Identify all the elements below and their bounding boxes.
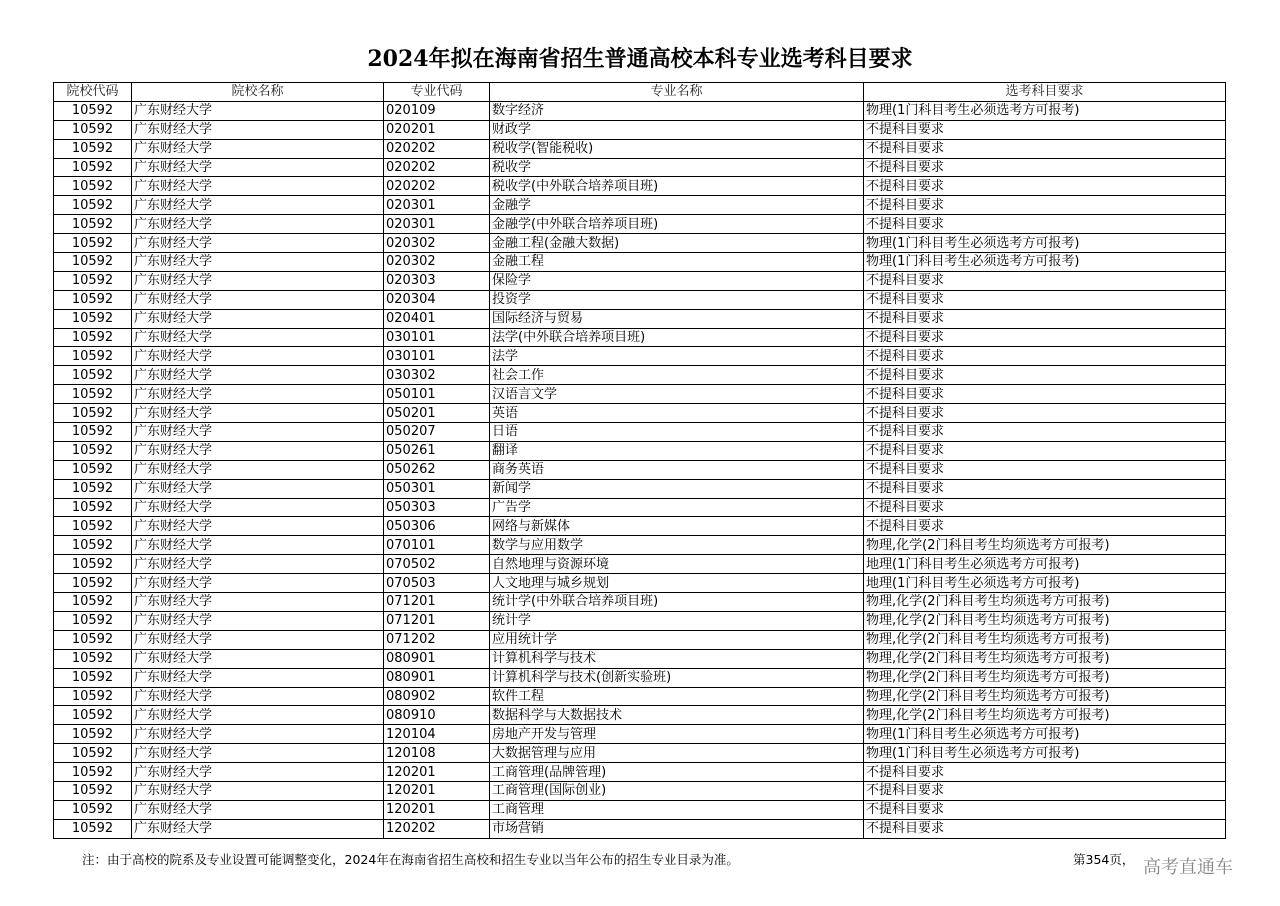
cell-major-code: 070101	[384, 536, 490, 555]
cell-subject-requirement: 不提科目要求	[864, 460, 1226, 479]
cell-school-name: 广东财经大学	[132, 517, 384, 536]
cell-school-code: 10592	[54, 593, 132, 612]
cell-major-name: 金融工程(金融大数据)	[490, 234, 864, 253]
cell-subject-requirement: 物理,化学(2门科目考生均须选考方可报考)	[864, 536, 1226, 555]
cell-school-code: 10592	[54, 611, 132, 630]
cell-school-code: 10592	[54, 763, 132, 782]
cell-subject-requirement: 不提科目要求	[864, 404, 1226, 423]
cell-school-name: 广东财经大学	[132, 196, 384, 215]
cell-school-name: 广东财经大学	[132, 611, 384, 630]
cell-school-name: 广东财经大学	[132, 347, 384, 366]
cell-school-name: 广东财经大学	[132, 763, 384, 782]
cell-major-name: 汉语言文学	[490, 385, 864, 404]
table-row	[54, 555, 1226, 574]
cell-school-code: 10592	[54, 630, 132, 649]
cell-major-name: 房地产开发与管理	[490, 725, 864, 744]
table-row	[54, 725, 1226, 744]
cell-major-name: 数字经济	[490, 101, 864, 120]
cell-subject-requirement: 物理,化学(2门科目考生均须选考方可报考)	[864, 668, 1226, 687]
table-row	[54, 517, 1226, 536]
cell-school-code: 10592	[54, 668, 132, 687]
cell-major-code: 030302	[384, 366, 490, 385]
cell-major-name: 财政学	[490, 120, 864, 139]
cell-school-name: 广东财经大学	[132, 441, 384, 460]
cell-major-code: 020202	[384, 158, 490, 177]
cell-school-code: 10592	[54, 460, 132, 479]
cell-major-code: 080902	[384, 687, 490, 706]
table-row	[54, 253, 1226, 272]
table-row	[54, 593, 1226, 612]
cell-subject-requirement: 不提科目要求	[864, 366, 1226, 385]
cell-school-code: 10592	[54, 290, 132, 309]
cell-subject-requirement: 地理(1门科目考生必须选考方可报考)	[864, 574, 1226, 593]
cell-school-name: 广东财经大学	[132, 328, 384, 347]
cell-school-name: 广东财经大学	[132, 649, 384, 668]
cell-subject-requirement: 不提科目要求	[864, 309, 1226, 328]
cell-school-code: 10592	[54, 309, 132, 328]
table-row	[54, 158, 1226, 177]
cell-school-code: 10592	[54, 555, 132, 574]
watermark: 高考直通车	[1143, 857, 1233, 878]
cell-subject-requirement: 不提科目要求	[864, 271, 1226, 290]
cell-major-name: 市场营销	[490, 819, 864, 838]
table-row	[54, 328, 1226, 347]
cell-school-code: 10592	[54, 158, 132, 177]
cell-subject-requirement: 不提科目要求	[864, 763, 1226, 782]
cell-major-code: 050101	[384, 385, 490, 404]
cell-major-name: 软件工程	[490, 687, 864, 706]
cell-major-name: 投资学	[490, 290, 864, 309]
cell-subject-requirement: 不提科目要求	[864, 441, 1226, 460]
cell-school-code: 10592	[54, 536, 132, 555]
cell-subject-requirement: 物理(1门科目考生必须选考方可报考)	[864, 234, 1226, 253]
cell-major-name: 税收学	[490, 158, 864, 177]
table-row	[54, 781, 1226, 800]
cell-major-code: 080901	[384, 668, 490, 687]
cell-school-name: 广东财经大学	[132, 158, 384, 177]
cell-subject-requirement: 不提科目要求	[864, 177, 1226, 196]
table-row	[54, 649, 1226, 668]
table-row	[54, 744, 1226, 763]
cell-subject-requirement: 物理,化学(2门科目考生均须选考方可报考)	[864, 706, 1226, 725]
table-row	[54, 404, 1226, 423]
cell-major-code: 070502	[384, 555, 490, 574]
cell-major-name: 计算机科学与技术(创新实验班)	[490, 668, 864, 687]
cell-school-name: 广东财经大学	[132, 215, 384, 234]
cell-school-code: 10592	[54, 215, 132, 234]
cell-major-name: 广告学	[490, 498, 864, 517]
table-row	[54, 630, 1226, 649]
cell-subject-requirement: 不提科目要求	[864, 517, 1226, 536]
page-title: 2024年拟在海南省招生普通高校本科专业选考科目要求	[367, 46, 913, 72]
cell-school-code: 10592	[54, 120, 132, 139]
cell-school-code: 10592	[54, 404, 132, 423]
cell-major-code: 020202	[384, 177, 490, 196]
cell-major-name: 金融工程	[490, 253, 864, 272]
cell-school-name: 广东财经大学	[132, 404, 384, 423]
cell-major-code: 120201	[384, 781, 490, 800]
cell-school-name: 广东财经大学	[132, 271, 384, 290]
cell-major-name: 英语	[490, 404, 864, 423]
cell-subject-requirement: 物理,化学(2门科目考生均须选考方可报考)	[864, 611, 1226, 630]
cell-major-code: 020401	[384, 309, 490, 328]
table-row	[54, 423, 1226, 442]
table-row	[54, 215, 1226, 234]
cell-school-name: 广东财经大学	[132, 555, 384, 574]
cell-major-name: 工商管理(品牌管理)	[490, 763, 864, 782]
cell-school-name: 广东财经大学	[132, 668, 384, 687]
cell-subject-requirement: 物理(1门科目考生必须选考方可报考)	[864, 725, 1226, 744]
cell-school-code: 10592	[54, 725, 132, 744]
cell-school-name: 广东财经大学	[132, 800, 384, 819]
cell-major-name: 工商管理	[490, 800, 864, 819]
cell-school-code: 10592	[54, 819, 132, 838]
header-major-name: 专业名称	[490, 83, 864, 102]
cell-school-code: 10592	[54, 744, 132, 763]
cell-major-name: 法学	[490, 347, 864, 366]
table-row	[54, 441, 1226, 460]
cell-subject-requirement: 物理(1门科目考生必须选考方可报考)	[864, 253, 1226, 272]
header-major-code: 专业代码	[384, 83, 490, 102]
cell-major-name: 保险学	[490, 271, 864, 290]
cell-school-code: 10592	[54, 441, 132, 460]
cell-major-name: 金融学(中外联合培养项目班)	[490, 215, 864, 234]
cell-school-name: 广东财经大学	[132, 139, 384, 158]
cell-school-code: 10592	[54, 101, 132, 120]
cell-school-code: 10592	[54, 234, 132, 253]
cell-school-code: 10592	[54, 366, 132, 385]
cell-school-name: 广东财经大学	[132, 479, 384, 498]
table-row	[54, 196, 1226, 215]
cell-subject-requirement: 不提科目要求	[864, 196, 1226, 215]
cell-school-code: 10592	[54, 385, 132, 404]
cell-major-name: 日语	[490, 423, 864, 442]
cell-major-name: 应用统计学	[490, 630, 864, 649]
cell-major-name: 社会工作	[490, 366, 864, 385]
cell-subject-requirement: 地理(1门科目考生必须选考方可报考)	[864, 555, 1226, 574]
cell-subject-requirement: 物理,化学(2门科目考生均须选考方可报考)	[864, 687, 1226, 706]
cell-subject-requirement: 不提科目要求	[864, 423, 1226, 442]
cell-school-name: 广东财经大学	[132, 819, 384, 838]
table-row	[54, 309, 1226, 328]
table-header-row	[54, 83, 1226, 102]
cell-school-name: 广东财经大学	[132, 120, 384, 139]
cell-school-code: 10592	[54, 517, 132, 536]
cell-school-code: 10592	[54, 177, 132, 196]
cell-subject-requirement: 不提科目要求	[864, 781, 1226, 800]
cell-major-name: 自然地理与资源环境	[490, 555, 864, 574]
cell-school-code: 10592	[54, 800, 132, 819]
cell-major-name: 工商管理(国际创业)	[490, 781, 864, 800]
cell-school-name: 广东财经大学	[132, 687, 384, 706]
cell-school-code: 10592	[54, 139, 132, 158]
cell-school-code: 10592	[54, 649, 132, 668]
cell-major-code: 020202	[384, 139, 490, 158]
table-row	[54, 479, 1226, 498]
cell-school-name: 广东财经大学	[132, 630, 384, 649]
cell-school-name: 广东财经大学	[132, 706, 384, 725]
table-row	[54, 819, 1226, 838]
table-row	[54, 763, 1226, 782]
cell-major-name: 翻译	[490, 441, 864, 460]
cell-subject-requirement: 不提科目要求	[864, 479, 1226, 498]
cell-subject-requirement: 物理,化学(2门科目考生均须选考方可报考)	[864, 593, 1226, 612]
cell-school-code: 10592	[54, 479, 132, 498]
cell-school-code: 10592	[54, 781, 132, 800]
requirements-table	[53, 82, 1226, 839]
cell-school-name: 广东财经大学	[132, 725, 384, 744]
header-subject-requirement: 选考科目要求	[864, 83, 1226, 102]
cell-subject-requirement: 不提科目要求	[864, 158, 1226, 177]
cell-major-name: 法学(中外联合培养项目班)	[490, 328, 864, 347]
cell-school-code: 10592	[54, 253, 132, 272]
cell-major-code: 120201	[384, 800, 490, 819]
cell-school-name: 广东财经大学	[132, 177, 384, 196]
cell-major-code: 020304	[384, 290, 490, 309]
cell-major-name: 国际经济与贸易	[490, 309, 864, 328]
cell-major-code: 080901	[384, 649, 490, 668]
cell-major-code: 020301	[384, 196, 490, 215]
cell-school-code: 10592	[54, 328, 132, 347]
cell-major-name: 数据科学与大数据技术	[490, 706, 864, 725]
table-body	[54, 101, 1226, 838]
cell-subject-requirement: 不提科目要求	[864, 328, 1226, 347]
cell-major-code: 050261	[384, 441, 490, 460]
cell-major-name: 金融学	[490, 196, 864, 215]
cell-major-code: 020302	[384, 234, 490, 253]
cell-subject-requirement: 不提科目要求	[864, 139, 1226, 158]
table-row	[54, 706, 1226, 725]
cell-major-name: 商务英语	[490, 460, 864, 479]
cell-major-code: 071202	[384, 630, 490, 649]
cell-school-code: 10592	[54, 574, 132, 593]
cell-school-code: 10592	[54, 196, 132, 215]
cell-subject-requirement: 物理,化学(2门科目考生均须选考方可报考)	[864, 630, 1226, 649]
cell-school-name: 广东财经大学	[132, 593, 384, 612]
table-row	[54, 271, 1226, 290]
cell-school-name: 广东财经大学	[132, 290, 384, 309]
cell-school-code: 10592	[54, 706, 132, 725]
cell-subject-requirement: 物理(1门科目考生必须选考方可报考)	[864, 744, 1226, 763]
cell-major-name: 计算机科学与技术	[490, 649, 864, 668]
cell-major-code: 050301	[384, 479, 490, 498]
cell-school-name: 广东财经大学	[132, 309, 384, 328]
cell-major-code: 071201	[384, 593, 490, 612]
cell-major-code: 050262	[384, 460, 490, 479]
cell-school-name: 广东财经大学	[132, 498, 384, 517]
cell-school-name: 广东财经大学	[132, 423, 384, 442]
cell-school-name: 广东财经大学	[132, 366, 384, 385]
table-row	[54, 460, 1226, 479]
table-row	[54, 800, 1226, 819]
cell-school-name: 广东财经大学	[132, 234, 384, 253]
cell-major-code: 120108	[384, 744, 490, 763]
header-school-code: 院校代码	[54, 83, 132, 102]
table-row	[54, 687, 1226, 706]
cell-subject-requirement: 不提科目要求	[864, 819, 1226, 838]
cell-major-name: 统计学(中外联合培养项目班)	[490, 593, 864, 612]
cell-major-code: 120104	[384, 725, 490, 744]
cell-major-code: 120202	[384, 819, 490, 838]
cell-school-name: 广东财经大学	[132, 744, 384, 763]
table-row	[54, 139, 1226, 158]
cell-school-name: 广东财经大学	[132, 574, 384, 593]
cell-subject-requirement: 不提科目要求	[864, 120, 1226, 139]
cell-subject-requirement: 不提科目要求	[864, 290, 1226, 309]
cell-school-name: 广东财经大学	[132, 101, 384, 120]
cell-major-name: 数学与应用数学	[490, 536, 864, 555]
cell-major-code: 020303	[384, 271, 490, 290]
table-row	[54, 120, 1226, 139]
cell-major-name: 大数据管理与应用	[490, 744, 864, 763]
footer-note: 注：由于高校的院系及专业设置可能调整变化，2024年在海南省招生高校和招生专业以当年公布的招生专业目录为准。	[82, 852, 739, 867]
cell-school-name: 广东财经大学	[132, 253, 384, 272]
table-row	[54, 385, 1226, 404]
cell-subject-requirement: 物理(1门科目考生必须选考方可报考)	[864, 101, 1226, 120]
cell-major-code: 080910	[384, 706, 490, 725]
table-row	[54, 101, 1226, 120]
cell-major-code: 020201	[384, 120, 490, 139]
cell-school-code: 10592	[54, 498, 132, 517]
table-row	[54, 668, 1226, 687]
table-row	[54, 574, 1226, 593]
cell-school-name: 广东财经大学	[132, 536, 384, 555]
table-row	[54, 177, 1226, 196]
table-row	[54, 611, 1226, 630]
table-row	[54, 498, 1226, 517]
cell-major-name: 人文地理与城乡规划	[490, 574, 864, 593]
cell-major-code: 050207	[384, 423, 490, 442]
cell-school-code: 10592	[54, 271, 132, 290]
cell-major-code: 050306	[384, 517, 490, 536]
cell-major-code: 030101	[384, 328, 490, 347]
cell-major-name: 税收学(中外联合培养项目班)	[490, 177, 864, 196]
table-row	[54, 290, 1226, 309]
table-row	[54, 234, 1226, 253]
cell-school-name: 广东财经大学	[132, 781, 384, 800]
cell-major-code: 070503	[384, 574, 490, 593]
cell-major-code: 020109	[384, 101, 490, 120]
cell-major-code: 020301	[384, 215, 490, 234]
cell-subject-requirement: 不提科目要求	[864, 498, 1226, 517]
cell-major-code: 071201	[384, 611, 490, 630]
cell-school-code: 10592	[54, 687, 132, 706]
cell-school-name: 广东财经大学	[132, 460, 384, 479]
table-row	[54, 536, 1226, 555]
cell-major-name: 统计学	[490, 611, 864, 630]
cell-major-code: 020302	[384, 253, 490, 272]
cell-major-name: 网络与新媒体	[490, 517, 864, 536]
cell-school-code: 10592	[54, 423, 132, 442]
cell-major-name: 新闻学	[490, 479, 864, 498]
cell-subject-requirement: 不提科目要求	[864, 800, 1226, 819]
cell-major-name: 税收学(智能税收)	[490, 139, 864, 158]
cell-major-code: 030101	[384, 347, 490, 366]
cell-school-name: 广东财经大学	[132, 385, 384, 404]
cell-subject-requirement: 不提科目要求	[864, 215, 1226, 234]
header-school-name: 院校名称	[132, 83, 384, 102]
page-number: 第354页，	[1073, 852, 1135, 867]
cell-subject-requirement: 不提科目要求	[864, 385, 1226, 404]
cell-major-code: 120201	[384, 763, 490, 782]
cell-subject-requirement: 物理,化学(2门科目考生均须选考方可报考)	[864, 649, 1226, 668]
cell-school-code: 10592	[54, 347, 132, 366]
cell-major-code: 050303	[384, 498, 490, 517]
cell-subject-requirement: 不提科目要求	[864, 347, 1226, 366]
table-row	[54, 347, 1226, 366]
cell-major-code: 050201	[384, 404, 490, 423]
table-row	[54, 366, 1226, 385]
